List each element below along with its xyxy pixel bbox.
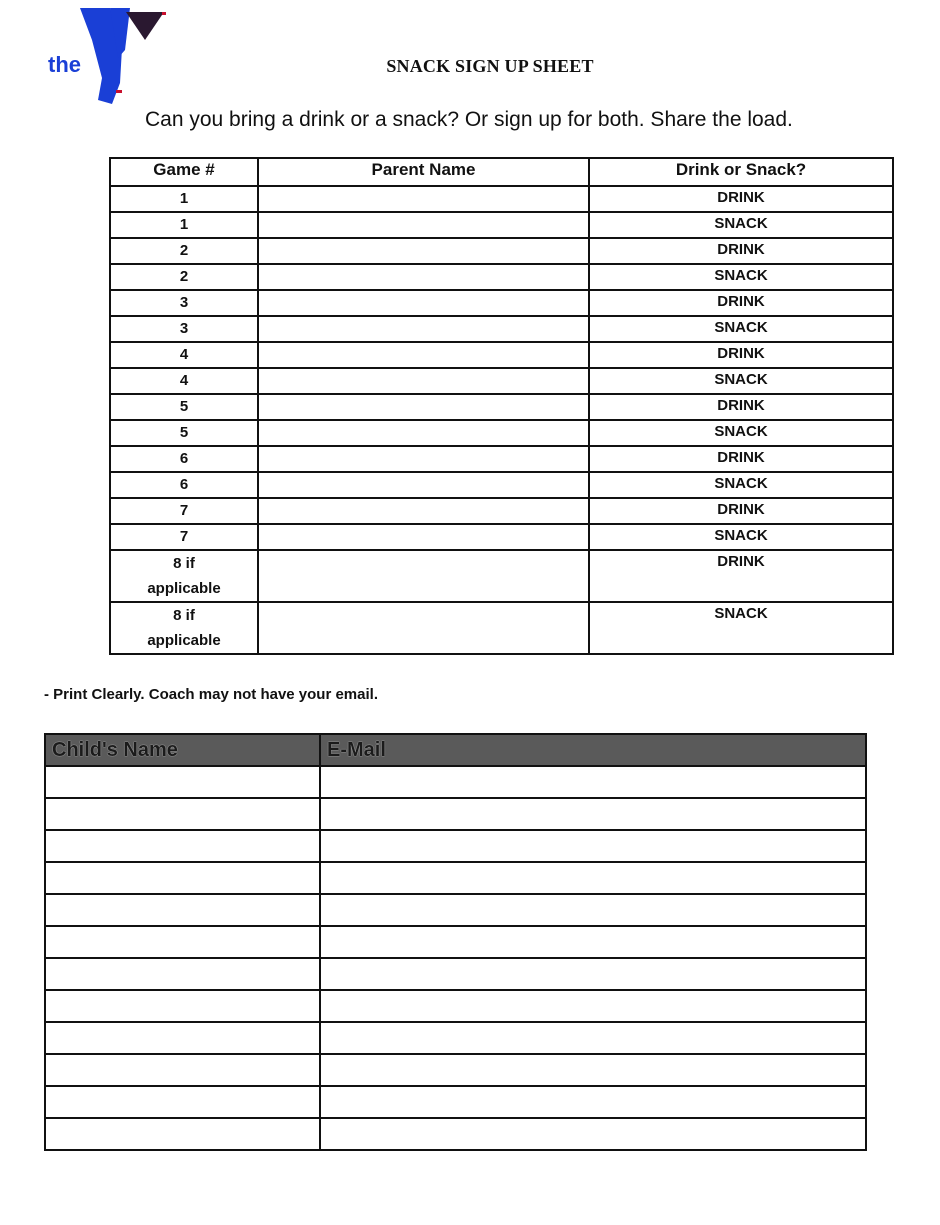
game-number: 2 bbox=[179, 268, 189, 285]
game-number: 7 bbox=[179, 502, 189, 519]
game-number-cell bbox=[110, 472, 258, 498]
drink-or-snack-cell bbox=[589, 238, 893, 264]
drink-or-snack-cell bbox=[589, 420, 893, 446]
email-cell[interactable] bbox=[320, 926, 866, 958]
email-row bbox=[45, 1118, 866, 1150]
email-cell[interactable] bbox=[320, 894, 866, 926]
signup-row bbox=[110, 238, 893, 264]
game-number-cell bbox=[110, 394, 258, 420]
drink-or-snack-value: DRINK bbox=[717, 345, 765, 362]
drink-or-snack-cell bbox=[589, 342, 893, 368]
drink-or-snack-value: DRINK bbox=[717, 397, 765, 414]
parent-name-cell[interactable] bbox=[258, 602, 589, 654]
drink-or-snack-value: SNACK bbox=[714, 215, 768, 232]
drink-or-snack-cell bbox=[589, 524, 893, 550]
drink-or-snack-value: SNACK bbox=[714, 371, 768, 388]
drink-or-snack-cell bbox=[589, 264, 893, 290]
parent-name-cell[interactable] bbox=[258, 264, 589, 290]
game-number-cell bbox=[110, 368, 258, 394]
game-number-cell bbox=[110, 238, 258, 264]
email-cell[interactable] bbox=[320, 830, 866, 862]
drink-or-snack-cell bbox=[589, 368, 893, 394]
childs-name-cell[interactable] bbox=[45, 926, 320, 958]
email-row bbox=[45, 926, 866, 958]
email-row bbox=[45, 830, 866, 862]
childs-name-cell[interactable] bbox=[45, 990, 320, 1022]
drink-or-snack-cell bbox=[589, 550, 893, 602]
game-number: 4 bbox=[179, 346, 189, 363]
parent-name-cell[interactable] bbox=[258, 420, 589, 446]
game-number: 5 bbox=[179, 398, 189, 415]
drink-or-snack-value: SNACK bbox=[714, 475, 768, 492]
childs-name-cell[interactable] bbox=[45, 862, 320, 894]
signup-row bbox=[110, 498, 893, 524]
parent-name-cell[interactable] bbox=[258, 238, 589, 264]
signup-row bbox=[110, 212, 893, 238]
game-number-cell bbox=[110, 290, 258, 316]
game-number-cell bbox=[110, 264, 258, 290]
drink-or-snack-value: DRINK bbox=[717, 189, 765, 206]
email-row bbox=[45, 862, 866, 894]
game-number: 2 bbox=[179, 242, 189, 259]
drink-or-snack-cell bbox=[589, 212, 893, 238]
drink-or-snack-value: DRINK bbox=[717, 241, 765, 258]
drink-or-snack-value: SNACK bbox=[714, 267, 768, 284]
game-number: 8 if bbox=[173, 555, 195, 572]
game-number-cell bbox=[110, 316, 258, 342]
game-number-cell bbox=[110, 602, 258, 654]
parent-name-cell[interactable] bbox=[258, 186, 589, 212]
childs-name-cell[interactable] bbox=[45, 1086, 320, 1118]
game-number: 1 bbox=[179, 216, 189, 233]
logo-word: the bbox=[48, 52, 81, 77]
game-number: 6 bbox=[179, 450, 189, 467]
drink-or-snack-cell bbox=[589, 290, 893, 316]
signup-row bbox=[110, 368, 893, 394]
email-cell[interactable] bbox=[320, 1118, 866, 1150]
signup-row bbox=[110, 446, 893, 472]
signup-row bbox=[110, 394, 893, 420]
drink-or-snack-cell bbox=[589, 498, 893, 524]
game-number-cell bbox=[110, 342, 258, 368]
signup-rows bbox=[110, 186, 893, 654]
drink-or-snack-value: DRINK bbox=[717, 449, 765, 466]
signup-header-row bbox=[110, 158, 893, 186]
email-row bbox=[45, 1054, 866, 1086]
childs-name-cell[interactable] bbox=[45, 766, 320, 798]
email-row bbox=[45, 990, 866, 1022]
drink-or-snack-cell bbox=[589, 394, 893, 420]
game-number-cell bbox=[110, 446, 258, 472]
email-table bbox=[44, 733, 867, 1151]
logo-accent-2 bbox=[162, 12, 166, 15]
game-number: 8 if bbox=[173, 607, 195, 624]
drink-or-snack-cell bbox=[589, 316, 893, 342]
drink-or-snack-value: SNACK bbox=[714, 605, 768, 622]
parent-name-cell[interactable] bbox=[258, 498, 589, 524]
page-subtitle: Can you bring a drink or a snack? Or sign up for both. Share the load. bbox=[145, 108, 793, 131]
childs-name-cell[interactable] bbox=[45, 798, 320, 830]
parent-name-cell[interactable] bbox=[258, 290, 589, 316]
header-parent-name: Parent Name bbox=[258, 158, 589, 186]
email-row bbox=[45, 894, 866, 926]
drink-or-snack-cell bbox=[589, 446, 893, 472]
game-note: applicable bbox=[147, 632, 221, 649]
game-number: 4 bbox=[179, 372, 189, 389]
parent-name-cell[interactable] bbox=[258, 446, 589, 472]
logo-accent bbox=[116, 90, 122, 93]
drink-or-snack-value: SNACK bbox=[714, 423, 768, 440]
header-game: Game # bbox=[110, 158, 258, 186]
logo-triangle bbox=[126, 12, 164, 40]
print-clearly-note: - Print Clearly. Coach may not have your email. bbox=[44, 686, 378, 703]
snack-signup-table bbox=[109, 157, 894, 655]
game-number-cell bbox=[110, 212, 258, 238]
parent-name-cell[interactable] bbox=[258, 524, 589, 550]
game-number: 6 bbox=[179, 476, 189, 493]
parent-name-cell[interactable] bbox=[258, 368, 589, 394]
game-note: applicable bbox=[147, 580, 221, 597]
game-number-cell bbox=[110, 550, 258, 602]
email-cell[interactable] bbox=[320, 1086, 866, 1118]
parent-name-cell[interactable] bbox=[258, 472, 589, 498]
game-number-cell bbox=[110, 524, 258, 550]
game-number: 1 bbox=[179, 190, 189, 207]
parent-name-cell[interactable] bbox=[258, 550, 589, 602]
childs-name-cell[interactable] bbox=[45, 1118, 320, 1150]
email-row bbox=[45, 958, 866, 990]
signup-row bbox=[110, 290, 893, 316]
header-email: E-Mail bbox=[320, 734, 866, 766]
email-cell[interactable] bbox=[320, 958, 866, 990]
game-number: 3 bbox=[179, 320, 189, 337]
email-cell[interactable] bbox=[320, 798, 866, 830]
email-cell[interactable] bbox=[320, 1022, 866, 1054]
drink-or-snack-value: SNACK bbox=[714, 319, 768, 336]
childs-name-cell[interactable] bbox=[45, 894, 320, 926]
drink-or-snack-cell bbox=[589, 472, 893, 498]
drink-or-snack-value: DRINK bbox=[717, 501, 765, 518]
email-row bbox=[45, 766, 866, 798]
childs-name-cell[interactable] bbox=[45, 958, 320, 990]
drink-or-snack-cell bbox=[589, 186, 893, 212]
childs-name-cell[interactable] bbox=[45, 1054, 320, 1086]
signup-row bbox=[110, 264, 893, 290]
email-cell[interactable] bbox=[320, 990, 866, 1022]
parent-name-cell[interactable] bbox=[258, 316, 589, 342]
email-cell[interactable] bbox=[320, 1054, 866, 1086]
email-row bbox=[45, 798, 866, 830]
drink-or-snack-value: DRINK bbox=[717, 553, 765, 570]
game-number: 5 bbox=[179, 424, 189, 441]
email-cell[interactable] bbox=[320, 766, 866, 798]
signup-row bbox=[110, 342, 893, 368]
signup-row bbox=[110, 316, 893, 342]
signup-row bbox=[110, 602, 893, 654]
childs-name-cell[interactable] bbox=[45, 830, 320, 862]
game-number: 7 bbox=[179, 528, 189, 545]
game-number-cell bbox=[110, 186, 258, 212]
header-childs-name: Child's Name bbox=[45, 734, 320, 766]
email-header-row bbox=[45, 734, 866, 766]
email-cell[interactable] bbox=[320, 862, 866, 894]
drink-or-snack-value: SNACK bbox=[714, 527, 768, 544]
signup-row bbox=[110, 420, 893, 446]
parent-name-cell[interactable] bbox=[258, 212, 589, 238]
signup-row bbox=[110, 524, 893, 550]
signup-row bbox=[110, 550, 893, 602]
game-number-cell bbox=[110, 420, 258, 446]
game-number: 3 bbox=[179, 294, 189, 311]
signup-row bbox=[110, 186, 893, 212]
childs-name-cell[interactable] bbox=[45, 1022, 320, 1054]
drink-or-snack-value: DRINK bbox=[717, 293, 765, 310]
parent-name-cell[interactable] bbox=[258, 342, 589, 368]
email-row bbox=[45, 1086, 866, 1118]
game-number-cell bbox=[110, 498, 258, 524]
header-drink-or-snack: Drink or Snack? bbox=[589, 158, 893, 186]
signup-row bbox=[110, 472, 893, 498]
page-title: SNACK SIGN UP SHEET bbox=[386, 56, 594, 76]
email-row bbox=[45, 1022, 866, 1054]
parent-name-cell[interactable] bbox=[258, 394, 589, 420]
email-rows bbox=[45, 766, 866, 1150]
drink-or-snack-cell bbox=[589, 602, 893, 654]
